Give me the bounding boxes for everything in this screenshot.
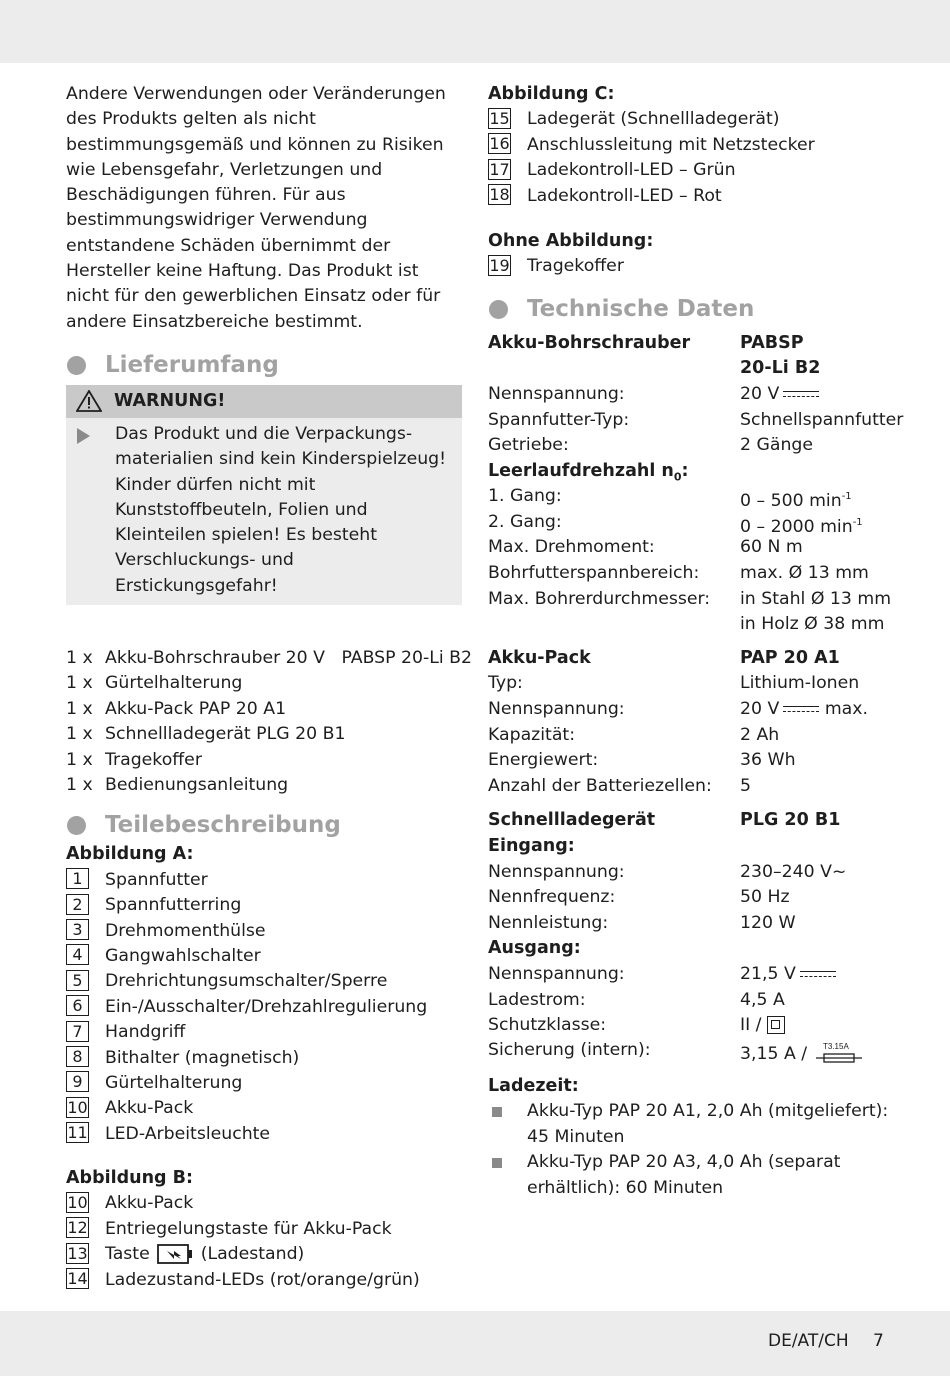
spec-row: Leerlaufdrehzahl $n_0$: bbox=[488, 460, 689, 484]
arrow-right-icon bbox=[77, 428, 90, 444]
dc-symbol-icon bbox=[783, 389, 819, 399]
spec-row: 2. Gang: 0 – 2000 $\min^{-1}$ bbox=[488, 511, 863, 537]
spec-row: Anzahl der Batteriezellen: 5 bbox=[488, 775, 751, 796]
spec-row: Akku-Pack PAP 20 A1 bbox=[488, 647, 840, 668]
list-item: 1 x Akku-Bohrschrauber 20 V PABSP 20-Li B2 bbox=[66, 648, 473, 669]
protection-class-ii-icon bbox=[767, 1016, 785, 1034]
spec-row: in Holz Ø 38 mm bbox=[740, 614, 885, 635]
spec-row: Nennfrequenz: 50 Hz bbox=[488, 887, 790, 908]
list-item: 1 x Gürtelhalterung bbox=[66, 673, 243, 694]
spec-row: Eingang: bbox=[488, 836, 575, 857]
warning-box bbox=[66, 385, 462, 605]
spec-row: Max. Bohrerdurchmesser: in Stahl Ø 13 mm bbox=[488, 588, 892, 609]
battery-charge-icon bbox=[157, 1243, 193, 1265]
footer-region: DE/AT/CH bbox=[768, 1331, 849, 1351]
ladezeit-title: Ladezeit: bbox=[488, 1075, 579, 1096]
list-item: 1 x Bedienungsanleitung bbox=[66, 775, 289, 795]
list-item: 12 Entriegelungstaste für Akku-Pack bbox=[67, 1218, 392, 1239]
bullet-circle-icon bbox=[489, 300, 508, 319]
spec-row: Sicherung (intern): 3,15 A / T3.15A bbox=[488, 1039, 908, 1070]
list-item: 17 Ladekontroll-LED – Grün bbox=[489, 159, 736, 181]
list-item: 2 Spannfutterring bbox=[66, 893, 462, 918]
spec-table-akku bbox=[488, 646, 908, 800]
fuse-icon bbox=[815, 1041, 863, 1067]
section-heading-teilebeschreibung: Teilebeschreibung bbox=[66, 810, 462, 840]
header-bar bbox=[0, 0, 950, 63]
dc-symbol-icon bbox=[783, 704, 819, 714]
warning-text: Das Produkt und die Verpackungsmaterialien sind kein Kinderspielzeug! Kinder dürfen nicht mit Kunststoffbeuteln, Folien und Kleinteilen spielen! Es besteht Verschluckungs- und Erstickungsgefahr! bbox=[115, 423, 447, 596]
delivery-list bbox=[66, 646, 473, 798]
spec-row: Spannfutter-Typ: Schnellspannfutter bbox=[488, 409, 904, 430]
spec-row: Nennspannung: 20 V max. bbox=[488, 699, 868, 720]
spec-row: Akku-Bohrschrauber PABSP bbox=[488, 332, 804, 353]
abbildung-a-list bbox=[66, 868, 462, 1147]
spec-row: Kapazität: 2 Ah bbox=[488, 724, 780, 745]
abbildung-c-list bbox=[488, 107, 908, 209]
section-heading-lieferumfang: Lieferumfang bbox=[66, 350, 462, 380]
abbildung-a-title: Abbildung A: bbox=[66, 844, 194, 865]
list-item: 9 Gürtelhalterung bbox=[66, 1071, 462, 1096]
warning-title: WARNUNG! bbox=[114, 390, 226, 411]
ohne-abbildung-title: Ohne Abbildung: bbox=[488, 230, 654, 251]
section-heading-technische-daten: Technische Daten bbox=[488, 294, 908, 324]
list-item: 10 Akku-Pack bbox=[67, 1192, 194, 1214]
left-column bbox=[66, 82, 473, 1293]
list-item: 15 Ladegerät (Schnellladegerät) bbox=[489, 108, 780, 130]
list-item: 14 Ladezustand-LEDs (rot/orange/grün) bbox=[67, 1269, 420, 1290]
spec-row: Energiewert: 36 Wh bbox=[488, 750, 796, 771]
square-bullet-icon bbox=[492, 1107, 502, 1117]
right-column bbox=[488, 82, 908, 1202]
list-item: Akku-Typ PAP 20 A3, 4,0 Ah (separat erhältlich): 60 Minuten bbox=[488, 1150, 908, 1201]
spec-row: Typ: Lithium-Ionen bbox=[488, 673, 860, 694]
list-item: 6 Ein-/Ausschalter/Drehzahlregulierung bbox=[66, 995, 462, 1020]
page-number: 7 bbox=[873, 1331, 884, 1351]
spec-row: Nennspannung: 20 V bbox=[488, 382, 908, 408]
spec-row: 20-Li B2 bbox=[740, 358, 821, 379]
spec-row: Schutzklasse: II / bbox=[488, 1013, 908, 1039]
abbildung-b-list bbox=[66, 1191, 462, 1293]
abbildung-b-title: Abbildung B: bbox=[66, 1168, 193, 1189]
list-item: 1 Spannfutter bbox=[66, 868, 462, 893]
list-item: 5 Drehrichtungsumschalter/Sperre bbox=[66, 969, 462, 994]
list-item: Akku-Typ PAP 20 A1, 2,0 Ah (mitgeliefert): 45 Minuten bbox=[488, 1099, 908, 1150]
list-item: 10 Akku-Pack bbox=[67, 1097, 194, 1119]
list-item: 1 x Schnellladegerät PLG 20 B1 bbox=[66, 724, 346, 745]
spec-row: Ausgang: bbox=[488, 938, 581, 959]
list-item: 1 x Tragekoffer bbox=[66, 749, 202, 770]
warning-triangle-icon bbox=[76, 390, 102, 412]
bullet-circle-icon bbox=[67, 356, 86, 375]
list-item: 3 Drehmomenthülse bbox=[66, 919, 462, 944]
spec-row: Max. Drehmoment: 60 N m bbox=[488, 537, 803, 558]
list-item: 19 Tragekoffer bbox=[489, 255, 624, 277]
ladezeit-list bbox=[488, 1099, 908, 1201]
spec-row: 1. Gang: 0 – 500 $\min^{-1}$ bbox=[488, 486, 852, 512]
spec-row: Nennleistung: 120 W bbox=[488, 912, 796, 933]
abbildung-c-title: Abbildung C: bbox=[488, 84, 615, 104]
spec-table-drill bbox=[488, 331, 908, 638]
dc-symbol-icon bbox=[800, 969, 836, 979]
bullet-circle-icon bbox=[67, 816, 86, 835]
spec-row: Ladestrom: 4,5 A bbox=[488, 989, 785, 1010]
spec-row: Getriebe: 2 Gänge bbox=[488, 435, 814, 456]
intro-paragraph: Andere Verwendungen oder Veränderungen des Produkts gelten als nicht bestimmungsgemäß und können zu Risiken wie Lebensgefahr, Verletzungen und Beschädigungen führen. Für aus bestimmungswidriger Verwendung entstandene Schäden übernimmt der Hersteller keine Haftung. Das Produkt ist nicht für den gewerblichen Einsatz oder für andere Einsatzbereiche bestimmt. bbox=[66, 84, 446, 332]
list-item: 16 Anschlussleitung mit Netzstecker bbox=[489, 134, 815, 155]
warning-body bbox=[66, 418, 462, 605]
list-item: 11 LED-Arbeitsleuchte bbox=[67, 1123, 271, 1144]
spec-row: Bohrfutterspannbereich: max. Ø 13 mm bbox=[488, 563, 869, 584]
list-item: 18 Ladekontroll-LED – Rot bbox=[489, 185, 722, 206]
list-item: 1 x Akku-Pack PAP 20 A1 bbox=[66, 698, 287, 719]
warning-header bbox=[66, 385, 462, 418]
spec-row: Nennspannung: 21,5 V bbox=[488, 962, 908, 988]
list-item: 4 Gangwahlschalter bbox=[66, 944, 462, 969]
list-item: 8 Bithalter (magnetisch) bbox=[66, 1046, 462, 1071]
square-bullet-icon bbox=[492, 1158, 502, 1168]
list-item: 13 Taste (Ladestand) bbox=[67, 1243, 305, 1265]
spec-row: Schnellladegerät PLG 20 B1 bbox=[488, 810, 841, 831]
spec-table-charger bbox=[488, 808, 908, 1069]
spec-row: Nennspannung: 230–240 V~ bbox=[488, 861, 847, 882]
svg-text:T3.15A: T3.15A bbox=[822, 1041, 849, 1051]
list-item: 7 Handgriff bbox=[66, 1020, 462, 1045]
